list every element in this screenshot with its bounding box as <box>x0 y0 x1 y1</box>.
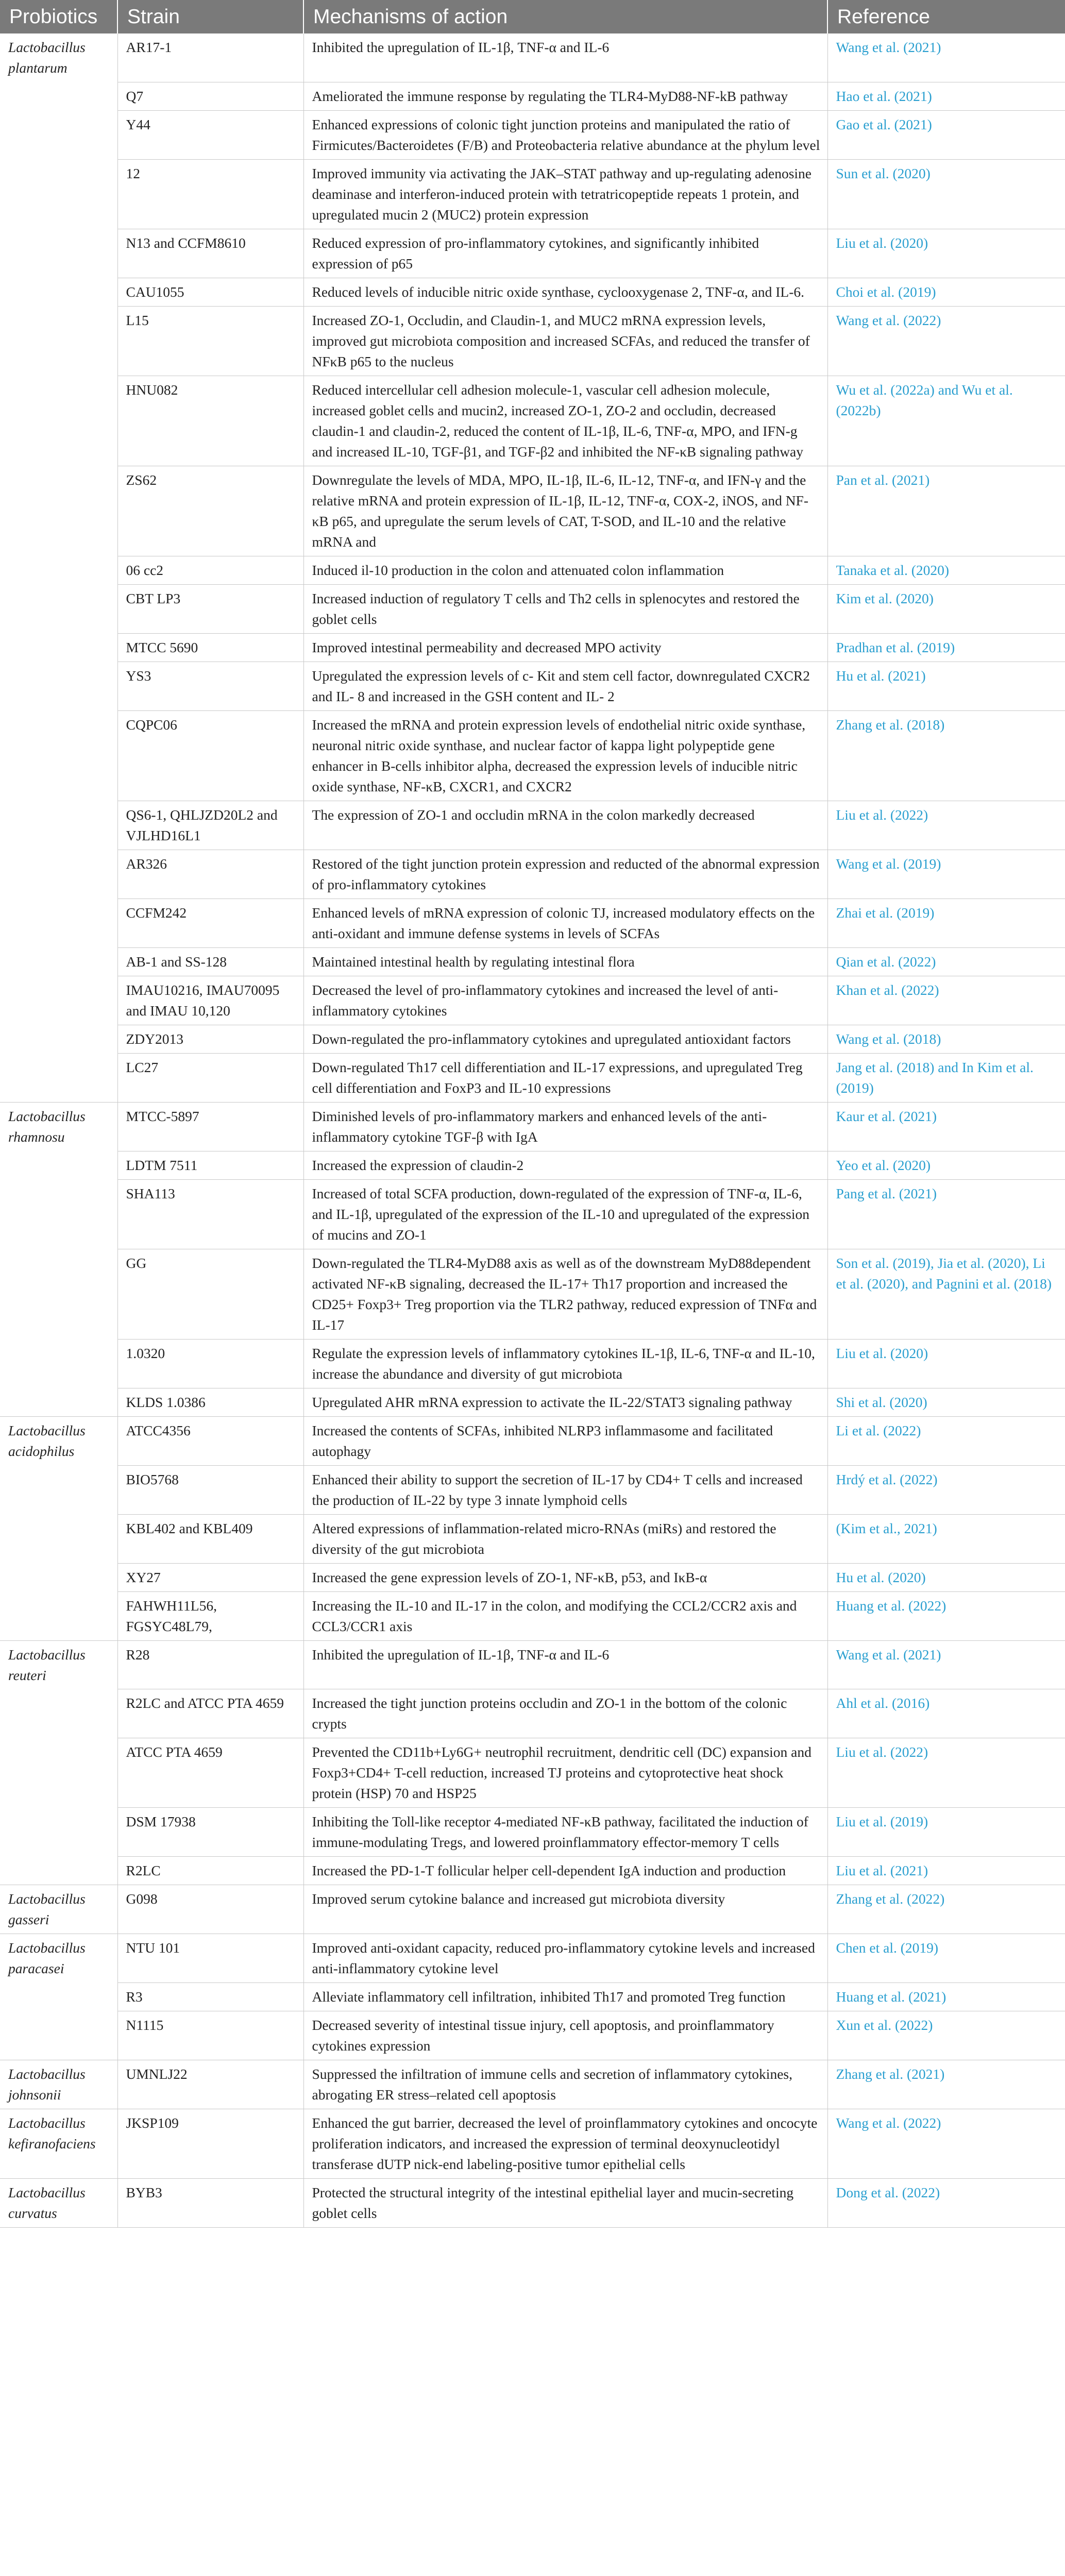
reference-link[interactable]: Sun et al. (2020) <box>836 165 931 181</box>
cell-probiotic: Lactobacillus paracasei <box>0 1934 117 1983</box>
cell-reference <box>827 1514 1065 1563</box>
cell-strain: LC27 <box>117 1053 303 1102</box>
cell-mechanism: Reduced intercellular cell adhesion molecule-1, vascular cell adhesion molecule, increased goblet cells and mucin2, increased ZO-1, ZO-2 and occludin, decreased claudin-1 and claudin-2, reduced the content of IL-1β, IL-6, TNF-α, MPO, and IFN-g and increased IL-10, TGF-β1, and TGF-β2 and inhibited the NF-κB signaling pathway <box>303 376 827 466</box>
cell-strain: CQPC06 <box>117 710 303 801</box>
cell-reference <box>827 1640 1065 1689</box>
reference-link[interactable]: Choi et al. (2019) <box>836 283 936 300</box>
cell-strain: CAU1055 <box>117 278 303 306</box>
reference-link[interactable]: Wu et al. (2022b) <box>836 381 1013 418</box>
cell-mechanism: Increased the contents of SCFAs, inhibited NLRP3 inflammasome and facilitated autophagy <box>303 1416 827 1465</box>
cell-probiotic <box>0 976 117 1025</box>
cell-probiotic <box>0 229 117 278</box>
cell-mechanism: Increased the expression of claudin-2 <box>303 1151 827 1179</box>
cell-probiotic <box>0 1339 117 1388</box>
table-body <box>0 33 1065 2228</box>
reference-link[interactable]: Wang et al. (2021) <box>836 1646 941 1663</box>
cell-reference <box>827 1053 1065 1102</box>
cell-mechanism: Down-regulated Th17 cell differentiation and IL-17 expressions, and upregulated Treg cell differentiation and FoxP3 and IL-10 expressions <box>303 1053 827 1102</box>
cell-strain: BYB3 <box>117 2179 303 2228</box>
reference-link[interactable]: Zhang et al. (2018) <box>836 716 945 733</box>
cell-probiotic <box>0 306 117 376</box>
table-row <box>0 2011 1065 2060</box>
cell-probiotic <box>0 633 117 662</box>
reference-link[interactable]: Huang et al. (2021) <box>836 1989 946 2005</box>
cell-probiotic: Lactobacillus gasseri <box>0 1885 117 1934</box>
cell-reference <box>827 2109 1065 2179</box>
reference-link[interactable]: Ahl et al. (2016) <box>836 1695 930 1711</box>
cell-probiotic <box>0 556 117 584</box>
reference-link[interactable]: Hu et al. (2020) <box>836 1569 926 1585</box>
cell-strain: YS3 <box>117 662 303 710</box>
table-row <box>0 82 1065 110</box>
reference-link[interactable]: Liu et al. (2022) <box>836 1744 928 1760</box>
reference-link[interactable]: Shi et al. (2020) <box>836 1394 927 1410</box>
cell-strain: AR17-1 <box>117 33 303 82</box>
cell-probiotic <box>0 850 117 899</box>
cell-mechanism: Down-regulated the pro-inflammatory cytokines and upregulated antioxidant factors <box>303 1025 827 1053</box>
cell-strain: ATCC4356 <box>117 1416 303 1465</box>
table-row <box>0 947 1065 976</box>
cell-mechanism: Increased induction of regulatory T cells and Th2 cells in splenocytes and restored the goblet cells <box>303 584 827 633</box>
table-row <box>0 376 1065 466</box>
cell-probiotic <box>0 1388 117 1416</box>
cell-mechanism: Inhibited the upregulation of IL-1β, TNF-α and IL-6 <box>303 1640 827 1689</box>
reference-link[interactable]: Tanaka et al. (2020) <box>836 562 950 578</box>
cell-reference <box>827 1591 1065 1640</box>
cell-probiotic <box>0 1808 117 1857</box>
cell-probiotic <box>0 1151 117 1179</box>
cell-reference <box>827 1339 1065 1388</box>
cell-strain: DSM 17938 <box>117 1808 303 1857</box>
cell-strain: CCFM242 <box>117 899 303 947</box>
cell-reference <box>827 633 1065 662</box>
cell-mechanism: Down-regulated the TLR4-MyD88 axis as well as of the downstream MyD88dependent activated NF-κB signaling, decreased the IL-17+ Th17 proportion and increased the CD25+ Foxp3+ Treg proportion via the TLR2 pathway, reduced expression of TNFα and IL-17 <box>303 1249 827 1339</box>
cell-strain: GG <box>117 1249 303 1339</box>
cell-mechanism: Downregulate the levels of MDA, MPO, IL-1β, IL-6, IL-12, TNF-α, and IFN-γ and the relative mRNA and protein expression of IL-1β, IL-12, TNF-α, COX-2, iNOS, and NF-κB p65, and upregulate the serum levels of CAT, T-SOD, and IL-10 and the relative mRNA and <box>303 466 827 556</box>
cell-reference <box>827 82 1065 110</box>
table-row <box>0 1249 1065 1339</box>
cell-probiotic <box>0 2011 117 2060</box>
table-row <box>0 584 1065 633</box>
cell-reference <box>827 1179 1065 1249</box>
cell-probiotic <box>0 82 117 110</box>
cell-probiotic <box>0 1179 117 1249</box>
reference-separator: and <box>934 381 962 398</box>
cell-probiotic <box>0 278 117 306</box>
cell-mechanism: Improved immunity via activating the JAK–STAT pathway and up-regulating adenosine deaminase and interferon-induced protein with tetratricopeptide repeats 1 protein, and upregulated mucin 2 (MUC2) protein expression <box>303 159 827 229</box>
reference-link[interactable]: Hao et al. (2021) <box>836 88 932 104</box>
cell-probiotic <box>0 710 117 801</box>
table-row <box>0 1465 1065 1514</box>
cell-mechanism: Enhanced the gut barrier, decreased the level of proinflammatory cytokines and oncocyte proliferation indicators, and increased the expression of terminal deoxynucleotidyl transferase dUTP nick-end labeling-positive tumor epithelial cells <box>303 2109 827 2179</box>
cell-probiotic <box>0 159 117 229</box>
table-row <box>0 1857 1065 1885</box>
cell-probiotic <box>0 899 117 947</box>
cell-mechanism: Suppressed the infiltration of immune cells and secretion of inflammatory cytokines, abrogating ER stress–related cell apoptosis <box>303 2060 827 2109</box>
reference-link[interactable]: Chen et al. (2019) <box>836 1940 939 1956</box>
cell-mechanism: Restored of the tight junction protein expression and reducted of the abnormal expression of pro-inflammatory cytokines <box>303 850 827 899</box>
reference-separator: , <box>930 1255 938 1271</box>
cell-reference <box>827 2060 1065 2109</box>
table-row <box>0 899 1065 947</box>
reference-link[interactable]: Liu et al. (2021) <box>836 1862 928 1878</box>
cell-probiotic: Lactobacillus reuteri <box>0 1640 117 1689</box>
header-probiotics: Probiotics <box>0 0 117 33</box>
cell-probiotic <box>0 1689 117 1738</box>
cell-mechanism: Inhibiting the Toll-like receptor 4-mediated NF-κB pathway, facilitated the induction of immune-modulating Tregs, and lowered proinflammatory effector-memory T cells <box>303 1808 827 1857</box>
cell-reference <box>827 1151 1065 1179</box>
cell-mechanism: Altered expressions of inflammation-related micro-RNAs (miRs) and restored the diversity of the gut microbiota <box>303 1514 827 1563</box>
cell-mechanism: Induced il-10 production in the colon and attenuated colon inflammation <box>303 556 827 584</box>
cell-probiotic <box>0 1465 117 1514</box>
table-row <box>0 801 1065 850</box>
cell-strain: ATCC PTA 4659 <box>117 1738 303 1808</box>
cell-reference <box>827 1465 1065 1514</box>
cell-probiotic: Lactobacillus acidophilus <box>0 1416 117 1465</box>
cell-probiotic <box>0 1249 117 1339</box>
reference-link[interactable]: Pradhan et al. (2019) <box>836 639 955 655</box>
table-row <box>0 710 1065 801</box>
cell-reference <box>827 110 1065 159</box>
table-row <box>0 1563 1065 1591</box>
reference-link[interactable]: Liu et al. (2022) <box>836 806 928 823</box>
table-row <box>0 662 1065 710</box>
cell-probiotic <box>0 1857 117 1885</box>
cell-strain: FAHWH11L56, FGSYC48L79, <box>117 1591 303 1640</box>
reference-link[interactable]: Son et al. (2019) <box>836 1255 931 1271</box>
cell-mechanism: Ameliorated the immune response by regulating the TLR4-MyD88-NF-kB pathway <box>303 82 827 110</box>
reference-link[interactable]: Liu et al. (2020) <box>836 234 928 251</box>
cell-strain: MTCC-5897 <box>117 1102 303 1151</box>
cell-strain: XY27 <box>117 1563 303 1591</box>
cell-reference <box>827 1738 1065 1808</box>
cell-strain: N1115 <box>117 2011 303 2060</box>
table-row <box>0 556 1065 584</box>
cell-mechanism: Upregulated AHR mRNA expression to activate the IL-22/STAT3 signaling pathway <box>303 1388 827 1416</box>
cell-strain: MTCC 5690 <box>117 633 303 662</box>
cell-probiotic: Lactobacillus rhamnosu <box>0 1102 117 1151</box>
table-row <box>0 1025 1065 1053</box>
cell-strain: SHA113 <box>117 1179 303 1249</box>
cell-reference <box>827 229 1065 278</box>
reference-link[interactable]: Yeo et al. (2020) <box>836 1157 931 1173</box>
table-row <box>0 33 1065 82</box>
table-row <box>0 1102 1065 1151</box>
reference-separator: , <box>1025 1255 1033 1271</box>
reference-link[interactable]: Dong et al. (2022) <box>836 2184 940 2200</box>
cell-strain: N13 and CCFM8610 <box>117 229 303 278</box>
reference-link[interactable]: Wang et al. (2019) <box>836 855 941 872</box>
cell-probiotic <box>0 947 117 976</box>
cell-reference <box>827 1388 1065 1416</box>
table-row <box>0 1388 1065 1416</box>
cell-reference <box>827 376 1065 466</box>
reference-link[interactable]: Liu et al. (2019) <box>836 1814 928 1829</box>
reference-link[interactable]: Jia et al. (2020) <box>937 1255 1026 1271</box>
cell-strain: 1.0320 <box>117 1339 303 1388</box>
cell-reference <box>827 947 1065 976</box>
table-row <box>0 633 1065 662</box>
cell-mechanism: Enhanced their ability to support the secretion of IL-17 by CD4+ T cells and increased the production of IL-22 by type 3 innate lymphoid cells <box>303 1465 827 1514</box>
cell-strain: G098 <box>117 1885 303 1934</box>
table-row <box>0 1689 1065 1738</box>
cell-mechanism: Enhanced expressions of colonic tight junction proteins and manipulated the ratio of Firmicutes/Bacteroidetes (F/B) and Proteobacteria relative abundance at the phylum level <box>303 110 827 159</box>
cell-strain: L15 <box>117 306 303 376</box>
cell-reference <box>827 2179 1065 2228</box>
cell-strain: LDTM 7511 <box>117 1151 303 1179</box>
cell-probiotic <box>0 466 117 556</box>
cell-strain: IMAU10216, IMAU70095 and IMAU 10,120 <box>117 976 303 1025</box>
reference-link[interactable]: Zhang et al. (2021) <box>836 2066 945 2082</box>
cell-reference <box>827 159 1065 229</box>
table-row <box>0 1151 1065 1179</box>
reference-separator: and <box>934 1059 962 1075</box>
reference-link[interactable]: Xun et al. (2022) <box>836 2017 933 2033</box>
cell-mechanism: Protected the structural integrity of the intestinal epithelial layer and mucin-secreting goblet cells <box>303 2179 827 2228</box>
cell-probiotic <box>0 1983 117 2011</box>
reference-link[interactable]: Hu et al. (2021) <box>836 667 926 684</box>
cell-mechanism: Reduced levels of inducible nitric oxide synthase, cyclooxygenase 2, TNF-α, and IL-6. <box>303 278 827 306</box>
table-row <box>0 306 1065 376</box>
cell-reference <box>827 1025 1065 1053</box>
cell-reference <box>827 1416 1065 1465</box>
cell-strain: AB-1 and SS-128 <box>117 947 303 976</box>
cell-mechanism: Decreased the level of pro-inflammatory cytokines and increased the level of anti-inflammatory cytokines <box>303 976 827 1025</box>
cell-probiotic <box>0 801 117 850</box>
cell-mechanism: Inhibited the upregulation of IL-1β, TNF-α and IL-6 <box>303 33 827 82</box>
reference-link[interactable]: Jang et al. (2018) <box>836 1059 935 1075</box>
cell-reference <box>827 899 1065 947</box>
cell-probiotic <box>0 1563 117 1591</box>
table-row <box>0 1640 1065 1689</box>
cell-reference <box>827 306 1065 376</box>
cell-strain: UMNLJ22 <box>117 2060 303 2109</box>
table-row <box>0 850 1065 899</box>
cell-strain: Q7 <box>117 82 303 110</box>
cell-mechanism: Increased the gene expression levels of ZO-1, NF-κB, p53, and IκB-α <box>303 1563 827 1591</box>
table-row <box>0 1053 1065 1102</box>
cell-reference <box>827 1857 1065 1885</box>
cell-probiotic <box>0 110 117 159</box>
cell-strain: ZS62 <box>117 466 303 556</box>
table-row <box>0 1339 1065 1388</box>
cell-strain: R28 <box>117 1640 303 1689</box>
reference-link[interactable]: Kaur et al. (2021) <box>836 1108 937 1124</box>
cell-strain: R3 <box>117 1983 303 2011</box>
cell-strain: Y44 <box>117 110 303 159</box>
cell-mechanism: Decreased severity of intestinal tissue injury, cell apoptosis, and proinflammatory cytokines expression <box>303 2011 827 2060</box>
cell-probiotic <box>0 584 117 633</box>
cell-reference <box>827 278 1065 306</box>
reference-link[interactable]: Zhai et al. (2019) <box>836 904 935 921</box>
table-row <box>0 976 1065 1025</box>
cell-strain: R2LC and ATCC PTA 4659 <box>117 1689 303 1738</box>
cell-reference <box>827 1563 1065 1591</box>
reference-link[interactable]: Kim et al. (2020) <box>836 590 934 606</box>
cell-probiotic <box>0 1738 117 1808</box>
header-strain: Strain <box>117 0 303 33</box>
cell-mechanism: Increasing the IL-10 and IL-17 in the colon, and modifying the CCL2/CCR2 axis and CCL3/CCR1 axis <box>303 1591 827 1640</box>
table-row <box>0 1179 1065 1249</box>
cell-probiotic <box>0 1591 117 1640</box>
reference-link[interactable]: Khan et al. (2022) <box>836 981 939 998</box>
cell-strain: R2LC <box>117 1857 303 1885</box>
cell-strain: ZDY2013 <box>117 1025 303 1053</box>
reference-link[interactable]: In Kim et al. (2019) <box>836 1059 1034 1096</box>
reference-link[interactable]: Wu et al. (2022a) <box>836 381 935 398</box>
cell-strain: CBT LP3 <box>117 584 303 633</box>
reference-link[interactable]: Pan et al. (2021) <box>836 471 930 488</box>
cell-strain: 06 cc2 <box>117 556 303 584</box>
table-row <box>0 1808 1065 1857</box>
table-row <box>0 229 1065 278</box>
cell-reference <box>827 1689 1065 1738</box>
reference-link[interactable]: Wang et al. (2018) <box>836 1030 941 1047</box>
cell-mechanism: Improved serum cytokine balance and increased gut microbiota diversity <box>303 1885 827 1934</box>
cell-mechanism: Increased the PD-1-T follicular helper cell-dependent IgA induction and production <box>303 1857 827 1885</box>
cell-probiotic: Lactobacillus kefiranofaciens <box>0 2109 117 2179</box>
reference-link[interactable]: Wang et al. (2022) <box>836 2115 941 2131</box>
cell-reference <box>827 850 1065 899</box>
cell-reference <box>827 1885 1065 1934</box>
cell-reference <box>827 466 1065 556</box>
table-row <box>0 1738 1065 1808</box>
cell-reference <box>827 662 1065 710</box>
cell-probiotic: Lactobacillus plantarum <box>0 33 117 82</box>
cell-probiotic <box>0 662 117 710</box>
table-row <box>0 1591 1065 1640</box>
cell-mechanism: Increased of total SCFA production, down-regulated of the expression of TNF-α, IL-6, and IL-1β, upregulated of the expression of the IL-10 and upregulated of the expression of mucins and ZO-1 <box>303 1179 827 1249</box>
reference-link[interactable]: Liu et al. (2020) <box>836 1345 928 1361</box>
reference-link[interactable]: Li et al. (2020) <box>836 1255 1045 1292</box>
cell-reference <box>827 1934 1065 1983</box>
reference-link[interactable]: Wang et al. (2022) <box>836 312 941 328</box>
cell-strain: KLDS 1.0386 <box>117 1388 303 1416</box>
reference-link[interactable]: Wang et al. (2021) <box>836 39 941 55</box>
cell-strain: JKSP109 <box>117 2109 303 2179</box>
cell-mechanism: Upregulated the expression levels of c- Kit and stem cell factor, downregulated CXCR2 and IL- 8 and increased in the GSH content and IL- 2 <box>303 662 827 710</box>
header-mechanisms: Mechanisms of action <box>303 0 827 33</box>
reference-link[interactable]: (Kim et al., 2021) <box>836 1520 937 1536</box>
cell-strain: KBL402 and KBL409 <box>117 1514 303 1563</box>
cell-probiotic: Lactobacillus curvatus <box>0 2179 117 2228</box>
table-row <box>0 110 1065 159</box>
cell-reference <box>827 976 1065 1025</box>
cell-reference <box>827 1983 1065 2011</box>
reference-link[interactable]: Pang et al. (2021) <box>836 1185 937 1201</box>
cell-strain: NTU 101 <box>117 1934 303 1983</box>
table-row <box>0 2109 1065 2179</box>
cell-reference <box>827 556 1065 584</box>
table-header <box>0 0 1065 33</box>
cell-reference <box>827 801 1065 850</box>
cell-reference <box>827 1249 1065 1339</box>
cell-strain: BIO5768 <box>117 1465 303 1514</box>
table-row <box>0 1416 1065 1465</box>
cell-mechanism: Improved anti-oxidant capacity, reduced pro-inflammatory cytokine levels and increased anti-inflammatory cytokine level <box>303 1934 827 1983</box>
table-row <box>0 2179 1065 2228</box>
reference-link[interactable]: Zhang et al. (2022) <box>836 1891 945 1907</box>
table-row <box>0 1983 1065 2011</box>
reference-link[interactable]: Hrdý et al. (2022) <box>836 1471 938 1487</box>
table-row <box>0 1934 1065 1983</box>
cell-mechanism: Regulate the expression levels of inflammatory cytokines IL-1β, IL-6, TNF-α and IL-10, increase the abundance and diversity of gut microbiota <box>303 1339 827 1388</box>
cell-mechanism: The expression of ZO-1 and occludin mRNA in the colon markedly decreased <box>303 801 827 850</box>
cell-strain: QS6-1, QHLJZD20L2 and VJLHD16L1 <box>117 801 303 850</box>
cell-strain: HNU082 <box>117 376 303 466</box>
cell-reference <box>827 584 1065 633</box>
cell-mechanism: Enhanced levels of mRNA expression of colonic TJ, increased modulatory effects on the anti-oxidant and immune defense systems in levels of SCFAs <box>303 899 827 947</box>
reference-link[interactable]: Pagnini et al. (2018) <box>936 1275 1052 1292</box>
cell-reference <box>827 710 1065 801</box>
cell-mechanism: Improved intestinal permeability and decreased MPO activity <box>303 633 827 662</box>
reference-link[interactable]: Huang et al. (2022) <box>836 1597 946 1614</box>
cell-mechanism: Reduced expression of pro-inflammatory cytokines, and significantly inhibited expression of p65 <box>303 229 827 278</box>
cell-mechanism: Increased the tight junction proteins occludin and ZO-1 in the bottom of the colonic crypts <box>303 1689 827 1738</box>
cell-mechanism: Increased the mRNA and protein expression levels of endothelial nitric oxide synthase, neuronal nitric oxide synthase, and nuclear factor of kappa light polypeptide gene enhancer in B-cells inhibitor alpha, decreased the expression levels of inducible nitric oxide synthase, NF-κB, CXCR1, and CXCR2 <box>303 710 827 801</box>
reference-link[interactable]: Qian et al. (2022) <box>836 953 936 970</box>
cell-reference <box>827 1808 1065 1857</box>
table-row <box>0 2060 1065 2109</box>
reference-separator: , and <box>905 1275 936 1292</box>
cell-reference <box>827 33 1065 82</box>
cell-probiotic <box>0 376 117 466</box>
table-row <box>0 466 1065 556</box>
cell-reference <box>827 1102 1065 1151</box>
cell-reference <box>827 2011 1065 2060</box>
table-row <box>0 1514 1065 1563</box>
table-row <box>0 159 1065 229</box>
cell-mechanism: Alleviate inflammatory cell infiltration, inhibited Th17 and promoted Treg function <box>303 1983 827 2011</box>
cell-mechanism: Prevented the CD11b+Ly6G+ neutrophil recruitment, dendritic cell (DC) expansion and Foxp3+CD4+ T-cell reduction, increased TJ proteins and cytoprotective heat shock protein (HSP) 70 and HSP25 <box>303 1738 827 1808</box>
cell-probiotic <box>0 1514 117 1563</box>
reference-link[interactable]: Li et al. (2022) <box>836 1422 921 1438</box>
reference-link[interactable]: Gao et al. (2021) <box>836 116 932 132</box>
cell-probiotic <box>0 1025 117 1053</box>
cell-probiotic: Lactobacillus johnsonii <box>0 2060 117 2109</box>
cell-mechanism: Increased ZO-1, Occludin, and Claudin-1, and MUC2 mRNA expression levels, improved gut microbiota composition and increased SCFAs, and reduced the transfer of NFκB p65 to the nucleus <box>303 306 827 376</box>
cell-strain: AR326 <box>117 850 303 899</box>
cell-probiotic <box>0 1053 117 1102</box>
header-reference: Reference <box>827 0 1065 33</box>
cell-mechanism: Maintained intestinal health by regulating intestinal flora <box>303 947 827 976</box>
table-row <box>0 1885 1065 1934</box>
cell-mechanism: Diminished levels of pro-inflammatory markers and enhanced levels of the anti-inflammatory cytokine TGF-β with IgA <box>303 1102 827 1151</box>
table-row <box>0 278 1065 306</box>
cell-strain: 12 <box>117 159 303 229</box>
